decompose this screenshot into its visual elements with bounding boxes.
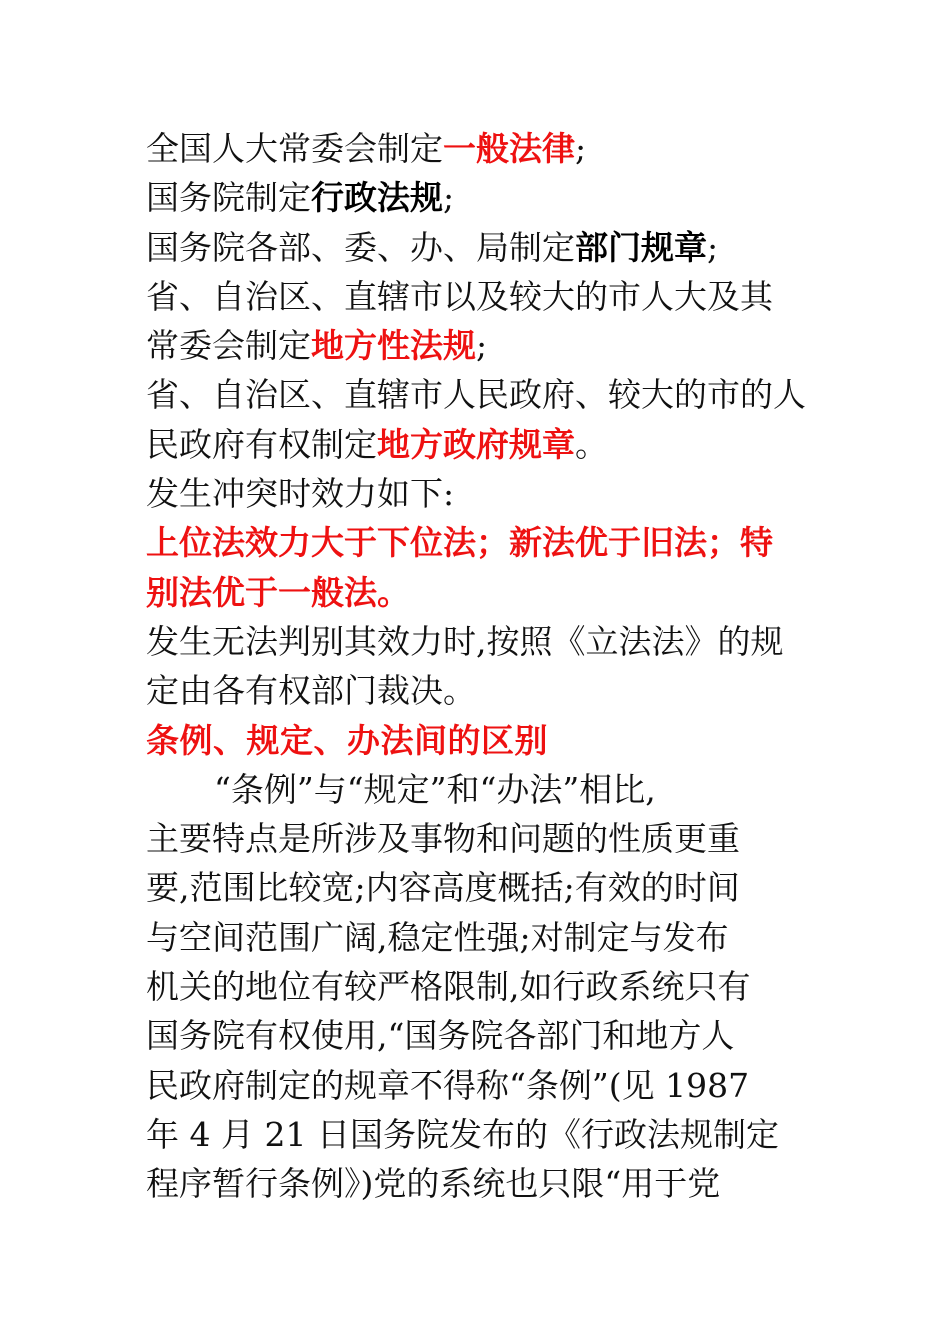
text-run: ; — [707, 227, 719, 267]
text-line: 发生冲突时效力如下: — [146, 474, 455, 514]
text-run: ; — [476, 326, 488, 366]
text-line: 省、自治区、直辖市以及较大的市人大及其 — [146, 276, 773, 316]
text-run: ; — [443, 178, 455, 218]
rule-line: 上位法效力大于下位法；新法优于旧法；特 — [146, 523, 773, 563]
text-line: 定由各有权部门裁决。 — [146, 671, 476, 711]
text-run: 国务院各部、委、办、局制定 — [146, 227, 575, 267]
text-line: 省、自治区、直辖市人民政府、较大的市的人 — [146, 375, 806, 415]
paragraph-line: 与空间范围广阔,稳定性强;对制定与发布 — [146, 917, 729, 957]
text-line — [146, 321, 811, 370]
paragraph-line: 民政府制定的规章不得称“条例”(见 1987 — [146, 1065, 750, 1105]
highlight-bold: 行政法规 — [311, 178, 443, 218]
text-run: 国务院制定 — [146, 178, 311, 218]
highlight-red: 地方性法规 — [311, 326, 476, 366]
paragraph-line: 国务院有权使用,“国务院各部门和地方人 — [146, 1016, 735, 1056]
highlight-bold: 部门规章 — [575, 227, 707, 267]
text-line — [146, 223, 811, 272]
text-line: 发生无法判别其效力时,按照《立法法》的规 — [146, 621, 784, 661]
highlight-red: 地方政府规章 — [377, 424, 575, 464]
rule-line: 别法优于一般法。 — [146, 572, 410, 612]
text-run: 。 — [575, 424, 608, 464]
text-line — [146, 420, 811, 469]
paragraph-line: 要,范围比较宽;内容高度概括;有效的时间 — [146, 868, 740, 908]
highlight-red: 一般法律 — [443, 129, 575, 168]
text-line — [146, 173, 811, 222]
paragraph-line: 机关的地位有较严格限制,如行政系统只有 — [146, 967, 751, 1007]
document-page — [146, 124, 811, 1209]
text-line — [146, 124, 811, 173]
text-run: 民政府有权制定 — [146, 424, 377, 464]
paragraph-line: 年 4 月 21 日国务院发布的《行政法规制定 — [146, 1114, 779, 1154]
paragraph-line: 程序暂行条例》)党的系统也只限“用于党 — [146, 1164, 721, 1204]
text-run: 全国人大常委会制定 — [146, 129, 443, 168]
section-heading: 条例、规定、办法间的区别 — [146, 720, 548, 760]
text-run: 常委会制定 — [146, 326, 311, 366]
text-run: ; — [575, 129, 587, 168]
paragraph-line: 主要特点是所涉及事物和问题的性质更重 — [146, 819, 740, 859]
paragraph-line: “条例”与“规定”和“办法”相比, — [214, 769, 656, 809]
